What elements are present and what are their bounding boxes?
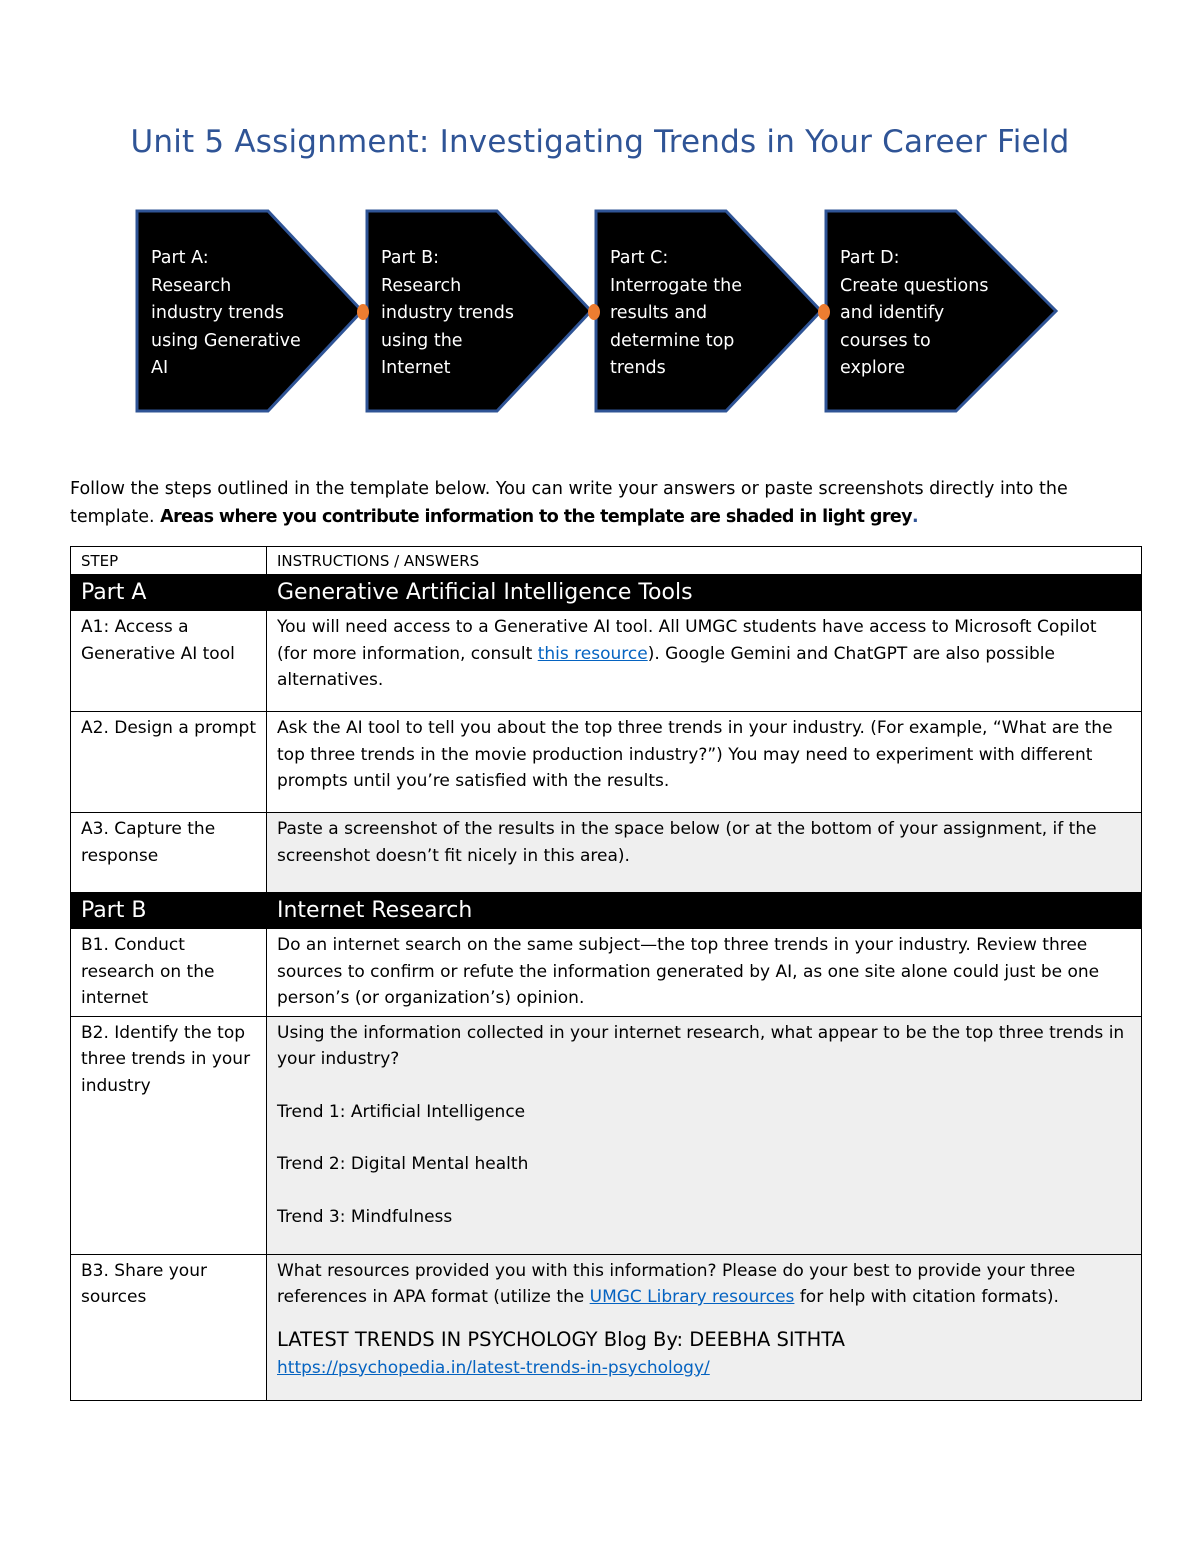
- intro-text: Follow the steps outlined in the template below. You can write your answers or paste screenshots directly into the template.: [70, 479, 1068, 527]
- source-url-link[interactable]: https://psychopedia.in/latest-trends-in-psychology/: [277, 1357, 710, 1378]
- table-row-b3: [71, 1254, 1142, 1400]
- b3-text-pre: What resources provided you with this information? Please do your best to provide your three references in APA format (utilize the: [277, 1260, 1076, 1307]
- intro-end: .: [911, 507, 919, 527]
- connector-dot-1: [357, 304, 369, 320]
- step-label-part-c: Part C: Interrogate the results and determine top trends: [610, 248, 743, 378]
- step-a1: A1: Access a Generative AI tool: [71, 611, 267, 712]
- source-title: LATEST TRENDS IN PSYCHOLOGY Blog By: DEEBHA SITHTA: [277, 1327, 845, 1351]
- answer-area-a3[interactable]: Paste a screenshot of the results in the space below (or at the bottom of your assignment, if the screenshot doesn’t fit nicely in this area).: [267, 813, 1142, 893]
- trend-3: Trend 3: Mindfulness: [277, 1206, 453, 1227]
- section-label-part-a: Part A: [71, 575, 267, 611]
- b2-question: Using the information collected in your internet research, what appear to be the top three trends in your industry?: [277, 1022, 1125, 1069]
- b3-text-post: for help with citation formats).: [794, 1287, 1059, 1307]
- section-label-part-b: Part B: [71, 893, 267, 929]
- table-row-a1: [71, 611, 1142, 712]
- instructions-a1: [267, 611, 1142, 712]
- section-row-part-a: [71, 575, 1142, 611]
- umgc-library-link[interactable]: UMGC Library resources: [589, 1287, 795, 1307]
- step-b3: B3. Share your sources: [71, 1254, 267, 1400]
- table-row-a2: [71, 712, 1142, 813]
- connector-dot-2: [588, 304, 600, 320]
- process-flow: [134, 208, 1064, 414]
- table-header-row: [71, 547, 1142, 575]
- page-title: Unit 5 Assignment: Investigating Trends in Your Career Field: [130, 124, 1070, 160]
- intro-bold-note: Areas where you contribute information to the template are shaded in light grey: [160, 507, 912, 527]
- a1-text-pre: You will need access to a Generative AI tool. All UMGC students have access to Microsoft Copilot (for more information, consult: [277, 617, 1097, 664]
- step-label-part-d: Part D: Create questions and identify courses to explore: [840, 248, 989, 378]
- connector-dot-3: [818, 304, 830, 320]
- assignment-template-table: [70, 546, 1142, 1401]
- b3-question: [277, 1258, 1131, 1311]
- a1-text-post: ). Google Gemini and ChatGPT are also possible alternatives.: [277, 643, 1055, 690]
- section-title-part-b: Internet Research: [267, 893, 1142, 929]
- instructions-b1: Do an internet search on the same subject—the top three trends in your industry. Review three sources to confirm or refute the information generated by AI, as one site alone could just be one person’s (or organization’s) opinion.: [267, 929, 1142, 1017]
- answer-area-b2[interactable]: [267, 1016, 1142, 1254]
- table-row-b2: [71, 1016, 1142, 1254]
- table-row-b1: [71, 929, 1142, 1017]
- this-resource-link[interactable]: this resource: [537, 643, 648, 664]
- step-a2: A2. Design a prompt: [71, 712, 267, 813]
- header-instructions: INSTRUCTIONS / ANSWERS: [267, 547, 1142, 575]
- step-label-part-a: Part A: Research industry trends using Generative AI: [151, 248, 301, 378]
- trend-1: Trend 1: Artificial Intelligence: [277, 1101, 526, 1122]
- intro-paragraph: [70, 475, 1150, 531]
- section-title-part-a: Generative Artificial Intelligence Tools: [267, 575, 1142, 611]
- trend-2: Trend 2: Digital Mental health: [277, 1154, 529, 1174]
- answer-area-b3[interactable]: [267, 1254, 1142, 1400]
- section-row-part-b: [71, 893, 1142, 929]
- instructions-a2: Ask the AI tool to tell you about the top three trends in your industry. (For example, “What are the top three trends in the movie production industry?”) You may need to experiment with different prompts until you’re satisfied with the results.: [267, 712, 1142, 813]
- step-a3: A3. Capture the response: [71, 813, 267, 893]
- step-b1: B1. Conduct research on the internet: [71, 929, 267, 1017]
- table-row-a3: [71, 813, 1142, 893]
- step-b2: B2. Identify the top three trends in your industry: [71, 1016, 267, 1254]
- step-label-part-b: Part B: Research industry trends using the Internet: [381, 248, 515, 378]
- header-step: STEP: [71, 547, 267, 575]
